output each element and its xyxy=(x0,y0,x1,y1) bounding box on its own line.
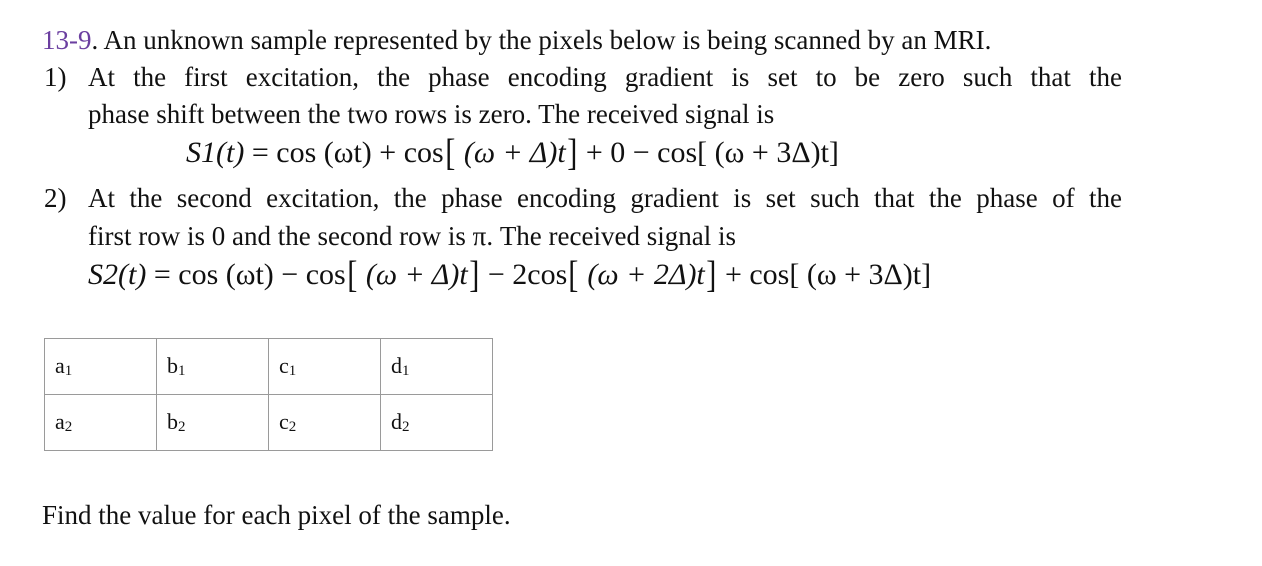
item-1-text-line-1: At the first excitation, the phase encoding gradient is set to be zero such that the xyxy=(88,62,1122,92)
equation-s1-arg: (t) xyxy=(216,136,245,169)
right-bracket-glyph: ] xyxy=(566,132,578,174)
pixel-cell: $a_2$ xyxy=(45,395,157,451)
equation-s2-arg: (t) xyxy=(118,258,147,291)
equation-s2-term-1: cos (ωt) − cos xyxy=(178,258,346,291)
left-bracket-glyph: [ xyxy=(568,254,579,296)
equation-s2-lhs: S2 xyxy=(88,258,118,291)
item-1-marker: 1) xyxy=(44,62,67,92)
equation-s2-term-2: (ω + Δ)t xyxy=(358,258,468,291)
right-bracket-glyph: ] xyxy=(468,254,480,296)
problem-statement xyxy=(42,25,991,55)
equation-s1-lhs: S1 xyxy=(186,136,216,169)
equation-s1-equals: = xyxy=(244,136,277,169)
left-bracket-glyph: [ xyxy=(346,254,358,296)
item-1-text-line-2: phase shift between the two rows is zero. The received signal is xyxy=(88,99,775,129)
equation-s2-term-3: − 2cos xyxy=(480,258,568,291)
problem-number: 13-9 xyxy=(42,25,92,55)
equation-s1 xyxy=(186,132,839,174)
item-2-text-line-2: first row is 0 and the second row is π. The received signal is xyxy=(88,221,736,251)
right-bracket-glyph: ] xyxy=(706,254,717,296)
equation-s2-term-4: (ω + 2Δ)t xyxy=(579,258,705,291)
problem-intro: . An unknown sample represented by the pixels below is being scanned by an MRI. xyxy=(91,25,992,55)
pixel-cell: $d_2$ xyxy=(381,395,493,451)
pixel-cell: $b_1$ xyxy=(157,339,269,395)
equation-s1-term-2: (ω + Δ)t xyxy=(456,136,566,169)
question-text: Find the value for each pixel of the sample. xyxy=(42,500,511,530)
pixel-row-1 xyxy=(45,339,493,395)
pixel-grid-table xyxy=(44,338,493,451)
pixel-row-2 xyxy=(45,395,493,451)
left-bracket-glyph: [ xyxy=(444,132,456,174)
item-2-marker: 2) xyxy=(44,183,67,213)
pixel-cell: $a_1$ xyxy=(45,339,157,395)
item-2-text-line-1: At the second excitation, the phase encoding gradient is set such that the phase of the xyxy=(88,183,1122,213)
pixel-cell: $c_2$ xyxy=(269,395,381,451)
pixel-cell: $c_1$ xyxy=(269,339,381,395)
pixel-cell: $d_1$ xyxy=(381,339,493,395)
equation-s1-term-3: + 0 − cos[ (ω + 3Δ)t] xyxy=(578,136,839,169)
equation-s2 xyxy=(88,254,932,296)
equation-s2-term-5: + cos[ (ω + 3Δ)t] xyxy=(717,258,932,291)
pixel-cell: $b_2$ xyxy=(157,395,269,451)
equation-s2-equals: = xyxy=(146,258,179,291)
equation-s1-term-1: cos (ωt) + cos xyxy=(276,136,444,169)
